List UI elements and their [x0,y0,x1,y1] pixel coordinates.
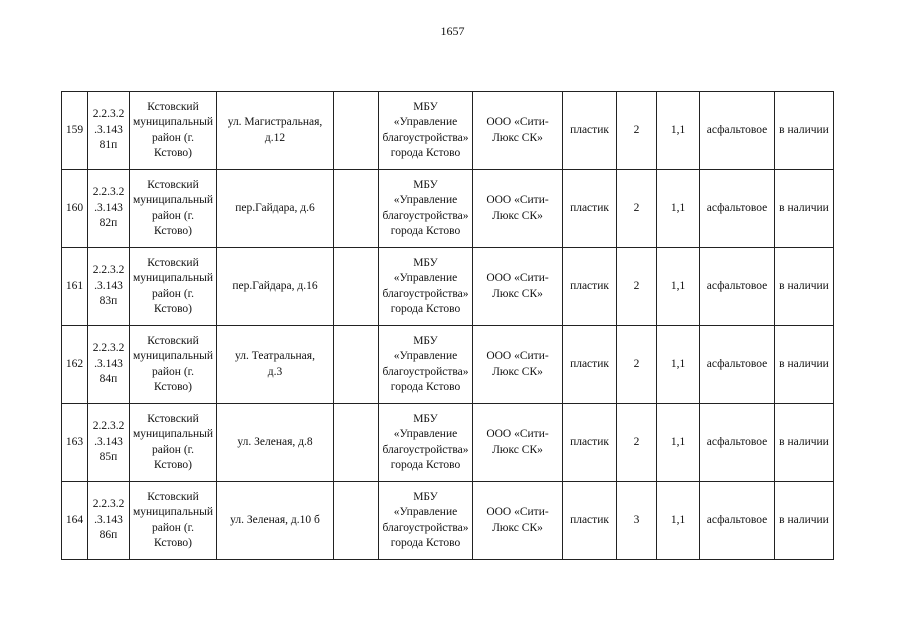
cell-line: ул. Театральная, [235,350,315,362]
cell-line: 2.2.3.2 [92,498,125,511]
cell-line: район (г. Кстово) [152,443,194,471]
empty-cell [334,482,379,560]
cell-line: 83п [99,295,118,308]
container-count-cell: 2 [617,92,657,170]
cell-line: район (г. Кстово) [152,365,194,393]
address-cell [217,248,334,326]
balance-holder-cell [379,326,473,404]
cell-line: 2.2.3.2 [92,342,125,355]
cell-line: пер.Гайдара, д.6 [235,201,315,214]
container-material-cell: пластик [563,92,617,170]
availability-cell: в наличии [775,170,834,248]
cell-line: д.3 [267,365,283,378]
container-material-cell: пластик [563,326,617,404]
address-cell [217,482,334,560]
cell-line: благоустройства» [382,365,469,378]
surface-type-cell: асфальтовое [700,326,775,404]
balance-holder-cell [379,248,473,326]
cell-line: города Кстово [390,459,461,471]
cell-line: Кстовский [147,178,199,191]
cell-line: 2.2.3.2 [92,186,125,199]
cell-line: .3.143 [94,201,123,214]
cell-line: район (г. Кстово) [152,209,194,237]
container-count-cell: 2 [617,170,657,248]
container-count-cell: 2 [617,404,657,482]
operator-cell [473,326,563,404]
cell-line: ул. Магистральная, [227,116,323,128]
surface-type-cell: асфальтовое [700,482,775,560]
cell-line: .3.143 [94,357,123,370]
container-volume-cell: 1,1 [657,248,700,326]
cell-line: 81п [99,139,118,152]
container-count-cell: 3 [617,482,657,560]
availability-cell: в наличии [775,326,834,404]
cell-line: благоустройства» [382,521,469,534]
cell-line: район (г. Кстово) [152,521,194,549]
row-number-cell: 163 [62,404,88,482]
cell-line: МБУ [413,490,438,503]
address-cell [217,404,334,482]
cell-line: .3.143 [94,123,123,136]
table-row [62,404,834,482]
cell-line: города Кстово [390,147,461,159]
cell-line: .3.143 [94,513,123,526]
surface-type-cell: асфальтовое [700,92,775,170]
availability-cell: в наличии [775,248,834,326]
container-volume-cell: 1,1 [657,404,700,482]
cell-line: Кстовский [147,412,199,425]
cell-line: ул. Зеленая, д.10 б [230,513,320,526]
municipality-cell [130,170,217,248]
container-material-cell: пластик [563,170,617,248]
cell-line: Люкс СК» [492,131,543,144]
availability-cell: в наличии [775,482,834,560]
cell-line: «Управление [393,350,458,362]
cell-line: Люкс СК» [492,209,543,222]
cell-line: Люкс СК» [492,365,543,378]
container-volume-cell: 1,1 [657,326,700,404]
cell-line: города Кстово [390,303,461,315]
empty-cell [334,404,379,482]
row-number-cell: 160 [62,170,88,248]
balance-holder-cell [379,404,473,482]
operator-cell [473,482,563,560]
page-number: 1657 [440,24,465,38]
cell-line: 2.2.3.2 [92,420,125,433]
cell-line: города Кстово [390,381,461,393]
table-row [62,326,834,404]
municipality-cell [130,404,217,482]
surface-type-cell: асфальтовое [700,404,775,482]
address-cell [217,326,334,404]
row-number-cell: 159 [62,92,88,170]
cell-line: МБУ [413,178,438,191]
empty-cell [334,92,379,170]
balance-holder-cell [379,92,473,170]
container-volume-cell: 1,1 [657,92,700,170]
empty-cell [334,248,379,326]
availability-cell: в наличии [775,404,834,482]
site-code-cell [88,92,130,170]
municipality-cell [130,248,217,326]
cell-line: «Управление [393,272,458,284]
cell-line: «Управление [393,428,458,440]
cell-line: муниципальный [132,116,214,128]
container-material-cell: пластик [563,482,617,560]
cell-line: города Кстово [390,537,461,549]
cell-line: Кстовский [147,100,199,113]
cell-line: МБУ [413,100,438,113]
table-row [62,170,834,248]
row-number-cell: 162 [62,326,88,404]
cell-line: 82п [99,217,118,230]
row-number-cell: 161 [62,248,88,326]
cell-line: благоустройства» [382,287,469,300]
container-count-cell: 2 [617,248,657,326]
cell-line: 2.2.3.2 [92,108,125,121]
cell-line: Кстовский [147,334,199,347]
table-row [62,92,834,170]
cell-line: муниципальный [132,272,214,284]
container-volume-cell: 1,1 [657,482,700,560]
cell-line: благоустройства» [382,443,469,456]
cell-line: МБУ [413,256,438,269]
municipality-cell [130,92,217,170]
registry-table [61,91,834,560]
row-number-cell: 164 [62,482,88,560]
container-volume-cell: 1,1 [657,170,700,248]
cell-line: 2.2.3.2 [92,264,125,277]
cell-line: благоустройства» [382,131,469,144]
cell-line: Кстовский [147,490,199,503]
cell-line: города Кстово [390,225,461,237]
cell-line: ООО «Сити- [486,428,549,440]
cell-line: «Управление [393,506,458,518]
site-code-cell [88,404,130,482]
cell-line: МБУ [413,412,438,425]
cell-line: .3.143 [94,279,123,292]
availability-cell: в наличии [775,92,834,170]
balance-holder-cell [379,482,473,560]
cell-line: ООО «Сити- [486,194,549,206]
cell-line: благоустройства» [382,209,469,222]
municipality-cell [130,482,217,560]
cell-line: 84п [99,373,118,386]
municipality-cell [130,326,217,404]
address-cell [217,170,334,248]
container-material-cell: пластик [563,248,617,326]
cell-line: район (г. Кстово) [152,287,194,315]
cell-line: 86п [99,529,118,542]
site-code-cell [88,482,130,560]
cell-line: Люкс СК» [492,287,543,300]
cell-line: «Управление [393,194,458,206]
cell-line: ул. Зеленая, д.8 [237,435,313,448]
table-body [62,92,834,560]
site-code-cell [88,170,130,248]
cell-line: МБУ [413,334,438,347]
empty-cell [334,170,379,248]
cell-line: муниципальный [132,194,214,206]
cell-line: ООО «Сити- [486,116,549,128]
table-row [62,482,834,560]
cell-line: ООО «Сити- [486,350,549,362]
operator-cell [473,248,563,326]
cell-line: пер.Гайдара, д.16 [232,279,318,292]
container-material-cell: пластик [563,404,617,482]
cell-line: 85п [99,451,118,464]
cell-line: Кстовский [147,256,199,269]
cell-line: район (г. Кстово) [152,131,194,159]
surface-type-cell: асфальтовое [700,170,775,248]
cell-line: ООО «Сити- [486,272,549,284]
operator-cell [473,92,563,170]
cell-line: муниципальный [132,350,214,362]
address-cell [217,92,334,170]
cell-line: «Управление [393,116,458,128]
balance-holder-cell [379,170,473,248]
cell-line: Люкс СК» [492,521,543,534]
cell-line: .3.143 [94,435,123,448]
table-row [62,248,834,326]
cell-line: муниципальный [132,428,214,440]
cell-line: Люкс СК» [492,443,543,456]
cell-line: д.12 [264,131,286,144]
site-code-cell [88,248,130,326]
surface-type-cell: асфальтовое [700,248,775,326]
site-code-cell [88,326,130,404]
container-count-cell: 2 [617,326,657,404]
operator-cell [473,170,563,248]
operator-cell [473,404,563,482]
cell-line: муниципальный [132,506,214,518]
empty-cell [334,326,379,404]
cell-line: ООО «Сити- [486,506,549,518]
